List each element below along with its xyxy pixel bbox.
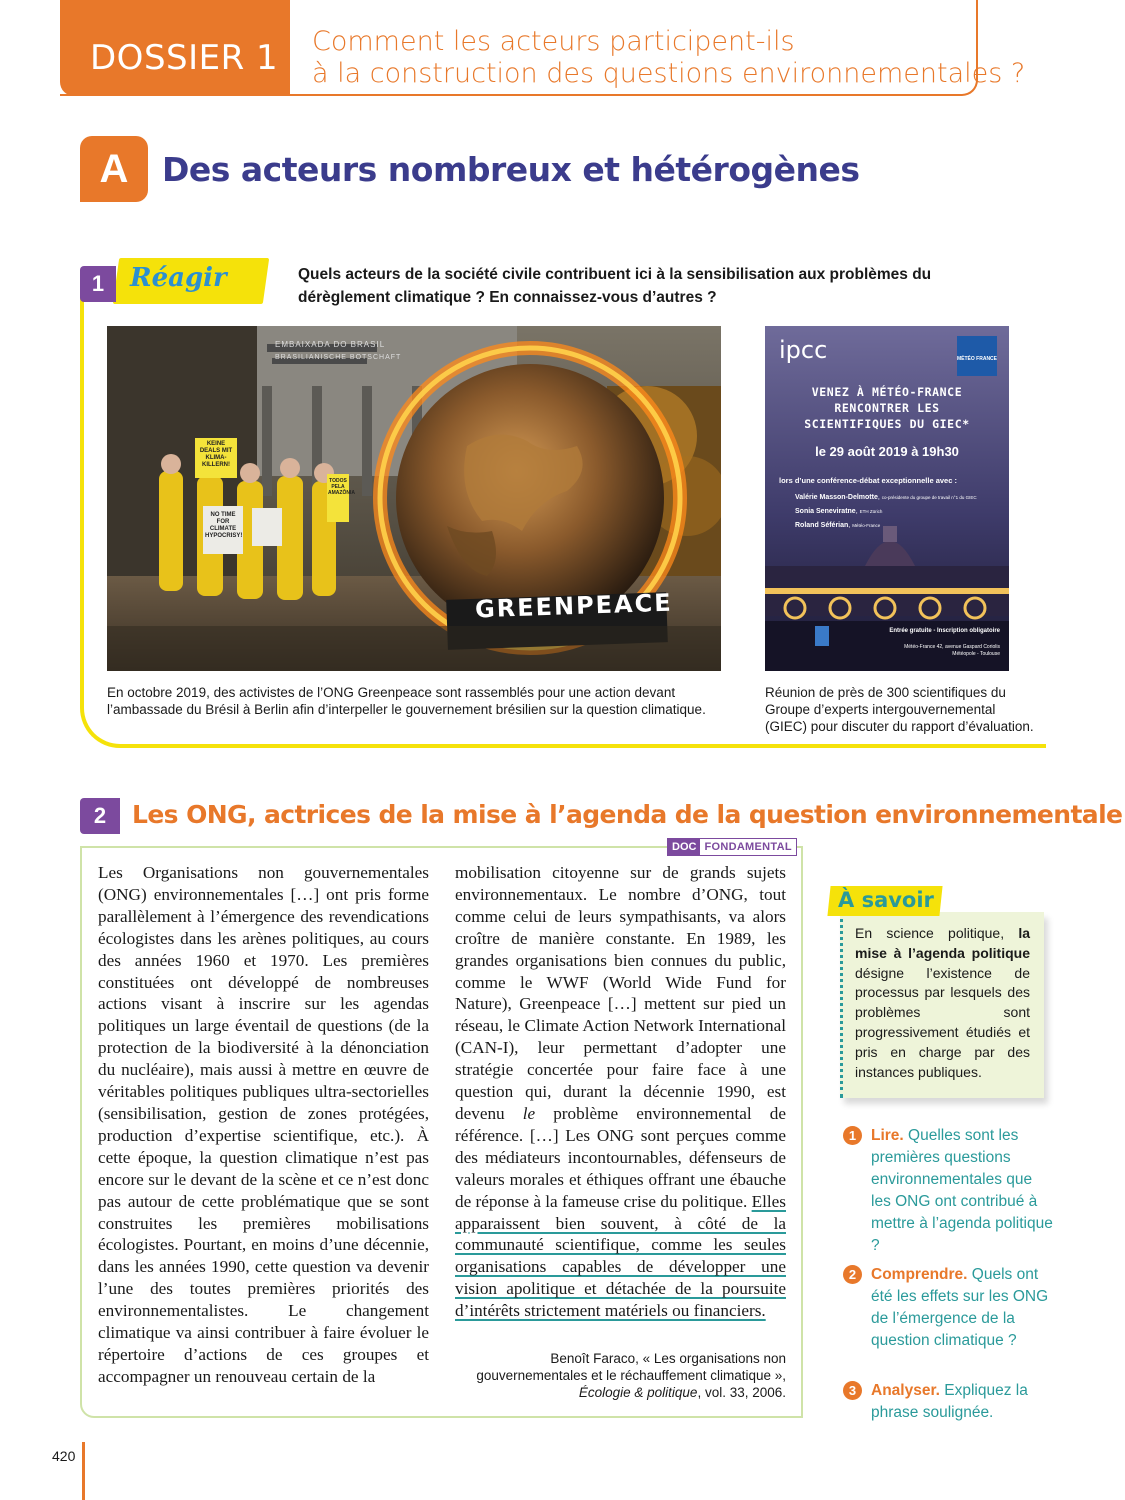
- poster-entry: Entrée gratuite - Inscription obligatoire: [889, 628, 1000, 634]
- question-text: Expliquez la phrase soulignée.: [871, 1382, 1028, 1421]
- question-text: Quelles sont les premières questions environnementales que les ONG ont contribué à mettre à l’agenda politique ?: [871, 1127, 1053, 1254]
- section-letter-badge: A: [80, 136, 148, 202]
- question-item: [843, 1125, 1053, 1257]
- question-number: 2: [843, 1265, 862, 1284]
- protest-sign-3: TODOS PELA AMAZÔNIA: [328, 478, 355, 496]
- question-verb: Comprendre.: [871, 1266, 968, 1283]
- doc2-underlined-sentence: Elles apparaissent bien souvent, à côté de la communauté scientifique, comme les seules organisations capables de développer une vision apolitique et détachée de la poursuite d’intérêts strictement matériels ou financiers.: [455, 1191, 786, 1321]
- poster-speaker-3-role: Météo-France: [852, 523, 881, 528]
- doc2-column-left: Les Organisations non gouvernementales (ONG) environnementales […] ont pris forme parallèlement à l’émergence des revendications écologistes dans les arènes politiques, au cours des années 1960 et 1970. Les premières constituées ont développé de nombreuses actions visant à inscrire sur les agendas politiques un large éventail de questions (de la protection de la biodiversité à la dénonciation du nucléaire), mais aussi à mettre en œuvre de véritables politiques publiques ultra-sectorielles (sensibilisation, gestion de zones protégées, production d’expertise scientifique, etc.). À cette époque, la question climatique n’est pas encore sur le devant de la scène et ce n’est donc pas autour de cette problématique que se sont construites les premières mobilisations écologistes. Pourtant, en moins d’une décennie, dans les années 1990, cette question va devenir l’une des toutes premières priorités des environnementalistes. Le changement climatique va ainsi contribuer à faire évoluer le répertoire d’actions de ces groupes et accompagner un renouveau certain de la: [98, 863, 429, 1386]
- doc-badge-type: FONDAMENTAL: [704, 841, 792, 853]
- reagir-tag-label: Réagir: [130, 263, 227, 293]
- page-number: 420: [52, 1448, 76, 1464]
- question-number: 1: [843, 1126, 862, 1145]
- embassy-sign-1: EMBAIXADA DO BRASIL: [275, 340, 386, 349]
- doc2-right-em: le: [522, 1103, 536, 1123]
- embassy-sign-2: BRASILIANISCHE BOTSCHAFT: [275, 354, 402, 361]
- poster-speaker-3: Roland Séférian: [795, 522, 849, 529]
- question-verb: Analyser.: [871, 1382, 940, 1399]
- doc2-right-text-b: problème environnemental de référence. […] Les ONG sont perçues comme des médiateurs incontournables, défenseurs de valeurs morales et éthiques offrant une ébauche de réponse à la fameuse crise du politique.: [455, 1103, 786, 1211]
- savoir-text-a: En science politique,: [855, 925, 1019, 941]
- savoir-text-bold: la mise à l’agenda politique: [855, 925, 1030, 961]
- dossier-question-line2: à la construction des questions environnementales ?: [312, 58, 1026, 89]
- poster-speaker-1-role: co-présidente du groupe de travail n°1 du GIEC: [881, 495, 977, 500]
- poster-date: le 29 août 2019 à 19h30: [815, 444, 959, 459]
- section-title: Des acteurs nombreux et hétérogènes: [162, 150, 860, 189]
- dossier-label: DOSSIER 1: [90, 38, 279, 78]
- a-savoir-label: À savoir: [838, 888, 934, 912]
- question-verb: Lire.: [871, 1127, 904, 1144]
- poster-speaker-1: Valérie Masson-Delmotte: [795, 494, 878, 501]
- savoir-text-b: désigne l’existence de processus par lesquels des problèmes sont progressivement étudiés et pris en charge par des instances publiques.: [855, 964, 1030, 1080]
- poster-headline: VENEZ À MÉTÉO-FRANCE RENCONTRER LES SCIENTIFIQUES DU GIEC*: [804, 385, 970, 431]
- greenpeace-photo-illustration: [107, 326, 721, 671]
- greenpeace-banner-text: GREENPEACE: [474, 588, 674, 624]
- doc2-number: 2: [80, 798, 120, 834]
- giec-poster: [765, 326, 1009, 671]
- protest-sign-2: NO TIME FOR CLIMATE HYPOCRISY!: [205, 512, 243, 539]
- ipcc-logo: ipcc: [779, 336, 828, 364]
- protest-sign-1: KEINE DEALS MIT KLIMA-KILLERN!: [199, 441, 233, 468]
- doc2-title: Les ONG, actrices de la mise à l’agenda de la question environnementale: [132, 800, 1123, 829]
- dossier-question: [312, 26, 1025, 90]
- poster-speaker-2-role: ETH Zürich: [859, 509, 883, 514]
- doc2-right-text-a: mobilisation citoyenne sur de grands sujets environnementaux. Le nombre d’ONG, tout comme celui de leurs sympathisants, va alors croître de manière constante. En 1989, les grandes organisations bien connues du public, comme le WWF (World Wide Fund for Nature), Greenpeace […] mettent sur pied un réseau, le Climate Action Network International (CAN-I), leur permettant d’adopter une stratégie concertée pour faire face à une question qui, durant la décennie 1990, est devenu: [455, 863, 786, 1123]
- doc-fondamental-badge: [667, 838, 797, 856]
- doc2-source: [455, 1350, 786, 1401]
- poster-caption: Réunion de près de 300 scientifiques du Groupe d’experts intergouvernemental (GIEC) pour discuter du rapport d’évaluation.: [765, 685, 1034, 734]
- photo-caption: En octobre 2019, des activistes de l’ONG Greenpeace sont rassemblés pour une action devant l’ambassade du Brésil à Berlin afin d’interpeller le gouvernement brésilien sur la question climatique.: [107, 685, 706, 717]
- source-line-1: Benoît Faraco, « Les organisations non: [550, 1351, 786, 1366]
- doc2-column-right: [455, 862, 786, 1322]
- source-line-2: gouvernementales et le réchauffement climatique »,: [476, 1368, 786, 1383]
- source-journal: Écologie & politique: [578, 1385, 698, 1400]
- meteo-france-logo: MÉTÉO FRANCE: [957, 356, 997, 362]
- question-item: [843, 1264, 1053, 1352]
- poster-speaker-2: Sonia Seneviratne: [795, 508, 856, 515]
- question-number: 3: [843, 1381, 862, 1400]
- source-end: , vol. 33, 2006.: [697, 1385, 786, 1400]
- dossier-question-line1: Comment les acteurs participent-ils: [312, 26, 795, 57]
- doc1-number: 1: [80, 266, 116, 302]
- question-item: [843, 1380, 1053, 1424]
- poster-address: Météo-France 42, avenue Gaspard Coriolis Météopole - Toulouse: [904, 644, 1000, 657]
- question-text: Quels ont été les effets sur les ONG de l’émergence de la question climatique ?: [871, 1266, 1049, 1349]
- doc-badge-label: DOC: [668, 839, 700, 855]
- greenpeace-photo: [107, 326, 721, 671]
- poster-intro: lors d’une conférence-débat exceptionnelle avec :: [779, 476, 957, 485]
- poster-speakers: Valérie Masson-Delmotte, co-présidente du groupe de travail n°1 du GIEC Sonia Seneviratne, ETH Zürich Roland Séférian, Météo-France: [795, 494, 977, 529]
- page-bar: [82, 1442, 85, 1500]
- a-savoir-text: [855, 924, 1030, 1082]
- doc1-question: Quels acteurs de la société civile contribuent ici à la sensibilisation aux problèmes du dérèglement climatique ? En connaissez-vous d’autres ?: [298, 266, 932, 306]
